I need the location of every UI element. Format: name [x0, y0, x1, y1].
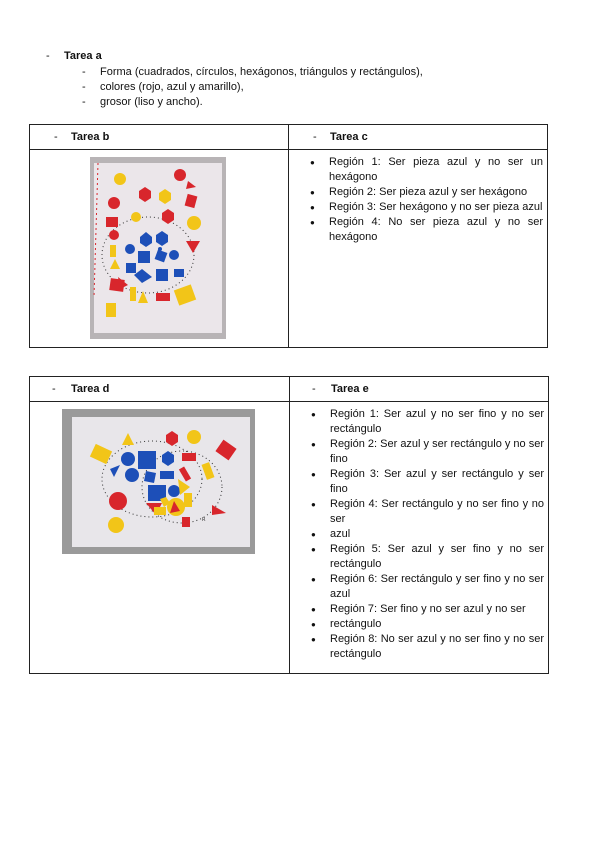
tarea-d-cell — [30, 402, 290, 674]
bullet-dash: - — [46, 50, 50, 62]
list-item: ● Región 2: Ser pieza azul y ser hexágono — [289, 185, 547, 200]
header-dash: - — [52, 383, 56, 395]
sub-dash: - — [82, 66, 86, 78]
list-item: ● Región 6: Ser rectángulo y ser fino y no ser azul — [290, 572, 548, 602]
list-item: ● Región 2: Ser azul y ser rectángulo y no ser fino — [290, 437, 548, 467]
header-dash: - — [312, 383, 316, 395]
list-item: ● Región 1: Ser azul y no ser fino y no ser rectángulo — [290, 407, 548, 437]
tarea-d-photo — [62, 409, 255, 554]
header-tarea-b — [30, 125, 289, 150]
header-tarea-c-label: Tarea c — [330, 131, 368, 143]
list-item: ● azul — [290, 527, 548, 542]
list-item: ● Región 4: No ser pieza azul y no ser hexágono — [289, 215, 547, 245]
sub-dash: - — [82, 96, 86, 108]
table-tareas-d-e — [29, 376, 549, 674]
tarea-a-item-1: Forma (cuadrados, círculos, hexágonos, triángulos y rectángulos), — [100, 66, 423, 78]
header-dash: - — [54, 131, 58, 143]
tarea-b-photo — [90, 157, 226, 339]
list-item: ● Región 3: Ser hexágono y no ser pieza azul — [289, 200, 547, 215]
header-tarea-c — [289, 125, 548, 150]
tarea-c-cell — [289, 150, 548, 348]
list-item: ● Región 5: Ser azul y ser fino y no ser rectángulo — [290, 542, 548, 572]
list-item: ● Región 7: Ser fino y no ser azul y no ser — [290, 602, 548, 617]
sub-dash: - — [82, 81, 86, 93]
tarea-e-cell — [290, 402, 549, 674]
list-item: ● Región 4: Ser rectángulo y no ser fino y no ser — [290, 497, 548, 527]
header-tarea-d — [30, 377, 290, 402]
header-tarea-b-label: Tarea b — [71, 131, 110, 143]
tarea-a-item-3: grosor (liso y ancho). — [100, 96, 203, 108]
header-tarea-d-label: Tarea d — [71, 383, 110, 395]
tarea-a-title: Tarea a — [64, 50, 102, 62]
list-item: ● rectángulo — [290, 617, 548, 632]
header-tarea-e-label: Tarea e — [331, 383, 369, 395]
tarea-e-list — [290, 407, 548, 662]
table-tareas-b-c — [29, 124, 548, 348]
tarea-c-list — [289, 155, 547, 245]
tarea-b-cell — [30, 150, 289, 348]
tarea-a-item-2: colores (rojo, azul y amarillo), — [100, 81, 244, 93]
svg-text:R: R — [202, 517, 206, 523]
header-tarea-e — [290, 377, 549, 402]
list-item: ● Región 8: No ser azul y no ser fino y no ser rectángulo — [290, 632, 548, 662]
header-dash: - — [313, 131, 317, 143]
list-item: ● Región 3: Ser azul y ser rectángulo y ser fino — [290, 467, 548, 497]
list-item: ● Región 1: Ser pieza azul y no ser un hexágono — [289, 155, 547, 185]
